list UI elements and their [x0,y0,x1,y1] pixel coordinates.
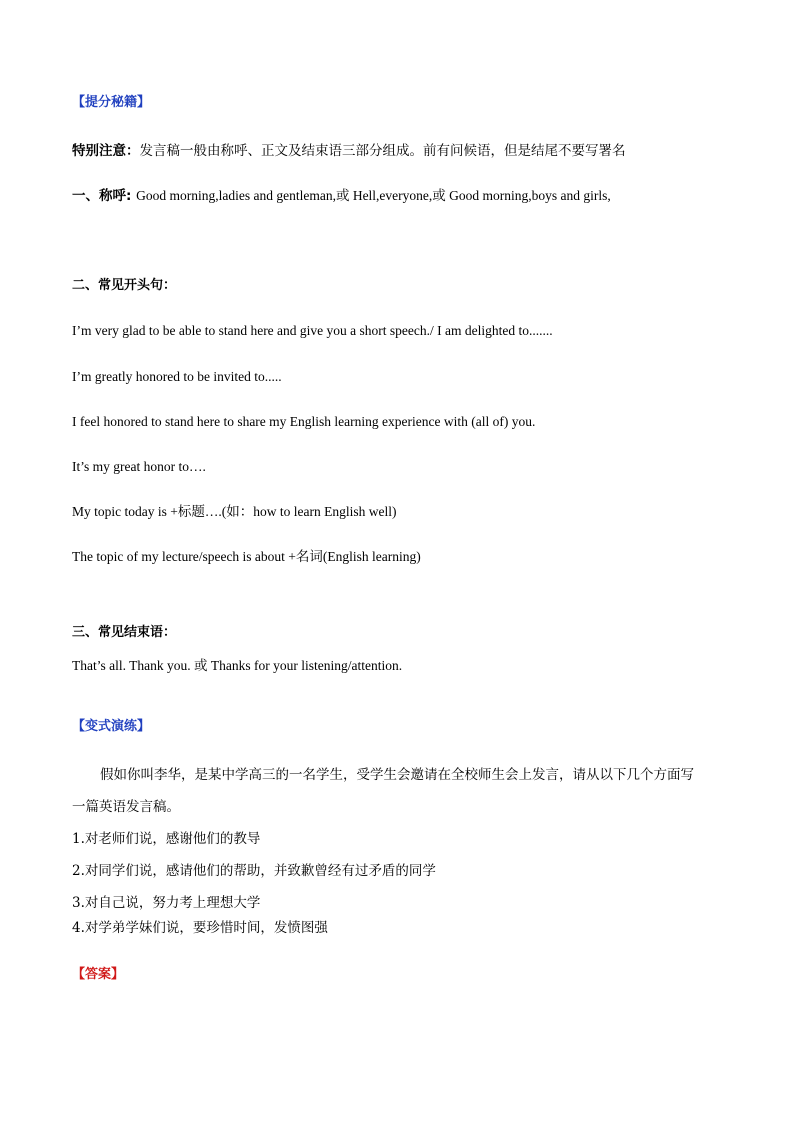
opening-line-1: I’m very glad to be able to stand here and give you a short speech./ I am delighted to....... [72,323,553,338]
opening-heading: 二、常见开头句： [72,278,177,293]
greeting-text: Good morning,ladies and gentleman,或 Hell,everyone,或 Good morning,boys and girls, [136,188,611,203]
opening-line-3: I feel honored to stand here to share my English learning experience with (all of) you. [72,414,536,429]
practice-intro-line-2: 一篇英语发言稿。 [72,799,180,815]
tips-heading: 【提分秘籍】 [72,95,151,110]
opening-line-4: It’s my great honor to…. [72,459,206,474]
practice-intro-line-1: 假如你叫李华，是某中学高三的一名学生，受学生会邀请在全校师生会上发言，请从以下几个方面写 [100,767,694,783]
greeting-label: 一、称呼: [72,188,137,204]
practice-point-4: 4.对学弟学妹们说，要珍惜时间，发愤图强 [72,920,328,936]
practice-point-2: 2.对同学们说，感请他们的帮助，并致歉曾经有过矛盾的同学 [72,863,436,879]
closing-text: That’s all. Thank you. 或 Thanks for your listening/attention. [72,658,403,673]
opening-line-5: My topic today is +标题….(如：how to learn English well) [72,504,397,519]
practice-point-1: 1.对老师们说，感谢他们的教导 [72,831,261,847]
answer-heading: 【答案】 [72,967,125,982]
note-line [72,142,626,160]
greeting-line [72,187,611,205]
practice-heading: 【变式演练】 [72,719,151,734]
closing-heading: 三、常见结束语： [72,625,177,640]
opening-line-6: The topic of my lecture/speech is about +名词(English learning) [72,549,421,564]
note-text: 发言稿一般由称呼、正文及结束语三部分组成。前有问候语，但是结尾不要写署名 [139,143,626,159]
opening-line-2: I’m greatly honored to be invited to..... [72,369,282,384]
practice-point-3: 3.对自己说，努力考上理想大学 [72,895,261,911]
note-label: 特别注意： [72,143,140,159]
